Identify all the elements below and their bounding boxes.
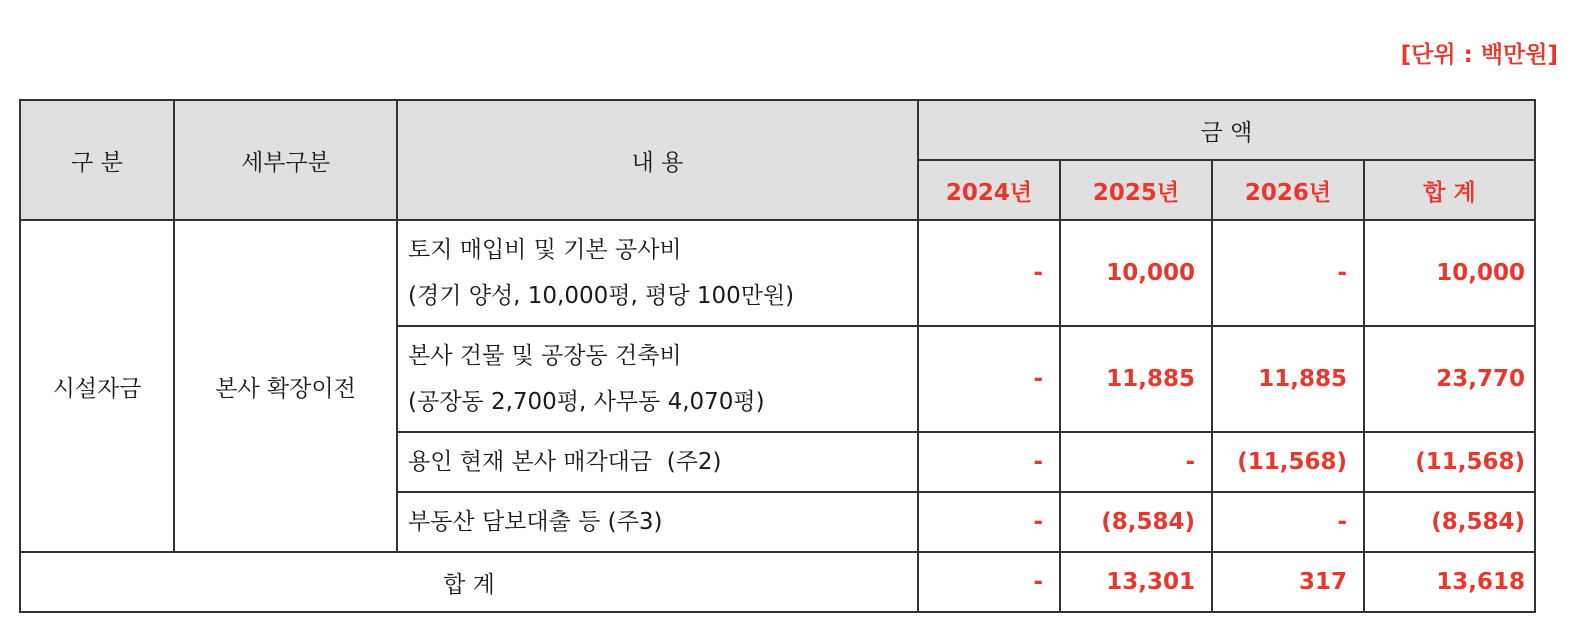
header-year-2026: 2026년 [1212, 160, 1364, 220]
total-2024: - [918, 552, 1060, 612]
total-label: 합 계 [20, 552, 918, 612]
header-year-2024: 2024년 [918, 160, 1060, 220]
header-description: 내 용 [397, 100, 918, 220]
value-2024: - [918, 220, 1060, 326]
description-line: 본사 건물 및 공장동 건축비 [408, 343, 682, 369]
total-sum: 13,618 [1364, 552, 1535, 612]
total-row [20, 552, 1535, 612]
funding-table [19, 99, 1536, 613]
description-cell [397, 220, 918, 326]
header-total: 합 계 [1364, 160, 1535, 220]
value-2025: (8,584) [1060, 492, 1212, 552]
header-year-2025: 2025년 [1060, 160, 1212, 220]
total-2025: 13,301 [1060, 552, 1212, 612]
value-2026: - [1212, 220, 1364, 326]
total-2026: 317 [1212, 552, 1364, 612]
subcategory-cell: 본사 확장이전 [174, 220, 397, 552]
value-2025: 11,885 [1060, 326, 1212, 432]
value-total: 23,770 [1364, 326, 1535, 432]
description-line: (경기 양성, 10,000평, 평당 100만원) [408, 283, 795, 309]
description-line: (공장동 2,700평, 사무동 4,070평) [408, 389, 765, 415]
value-total: (11,568) [1364, 432, 1535, 492]
value-total: 10,000 [1364, 220, 1535, 326]
header-subcategory: 세부구분 [174, 100, 397, 220]
description-cell: 부동산 담보대출 등 (주3) [397, 492, 918, 552]
description-cell [397, 326, 918, 432]
value-2024: - [918, 432, 1060, 492]
description-line: 토지 매입비 및 기본 공사비 [408, 237, 682, 263]
value-2025: 10,000 [1060, 220, 1212, 326]
header-category: 구 분 [20, 100, 174, 220]
value-2026: 11,885 [1212, 326, 1364, 432]
header-amount: 금 액 [918, 100, 1535, 160]
value-2024: - [918, 326, 1060, 432]
unit-label: [단위 : 백만원] [1400, 42, 1558, 68]
description-cell: 용인 현재 본사 매각대금 (주2) [397, 432, 918, 492]
value-2026: (11,568) [1212, 432, 1364, 492]
value-total: (8,584) [1364, 492, 1535, 552]
value-2026: - [1212, 492, 1364, 552]
table-row [20, 220, 1535, 326]
category-cell: 시설자금 [20, 220, 174, 552]
value-2025: - [1060, 432, 1212, 492]
value-2024: - [918, 492, 1060, 552]
